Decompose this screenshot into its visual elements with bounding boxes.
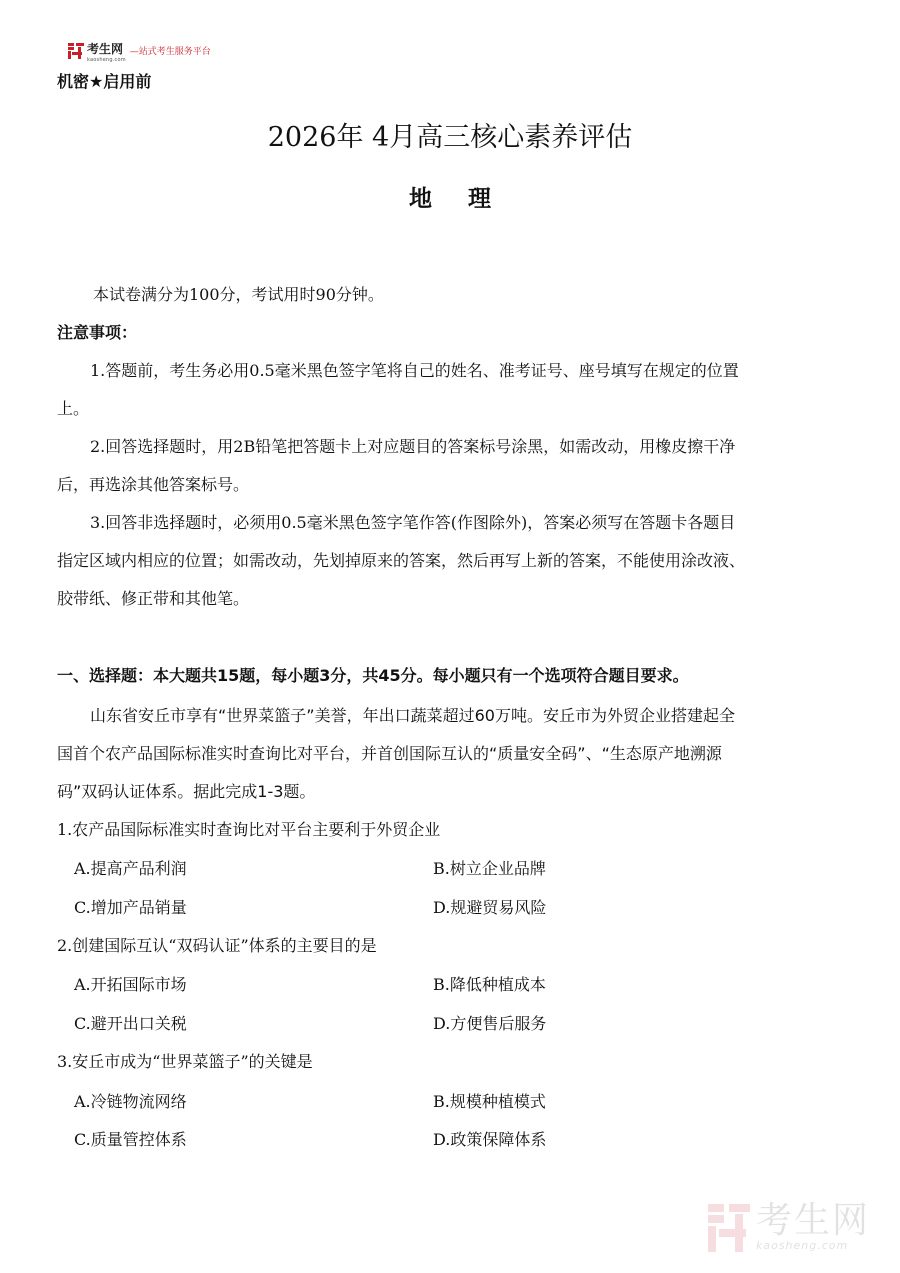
logo-mark-icon bbox=[68, 43, 84, 59]
question-2-option-a: A.开拓国际市场 bbox=[74, 975, 187, 994]
question-3-option-c: C.质量管控体系 bbox=[74, 1130, 187, 1149]
notes-heading: 注意事项： bbox=[57, 323, 138, 342]
question-3-option-a: A.冷链物流网络 bbox=[74, 1092, 187, 1111]
note-2-line1: 2.回答选择题时，用2B铅笔把答题卡上对应题目的答案标号涂黑，如需改动，用橡皮擦干净 bbox=[90, 437, 736, 456]
question-2-option-b: B.降低种植成本 bbox=[433, 975, 546, 994]
note-3-line3: 胶带纸、修正带和其他笔。 bbox=[57, 589, 250, 608]
intro-text: 本试卷满分为100分，考试用时90分钟。 bbox=[93, 285, 384, 304]
exam-subject: 地理 bbox=[409, 186, 527, 212]
question-1-option-b: B.树立企业品牌 bbox=[433, 859, 546, 878]
logo-sub: kaosheng.com bbox=[87, 57, 126, 63]
exam-title: 2026年 4月高三核心素养评估 bbox=[267, 122, 633, 153]
watermark-text: 考生网 bbox=[755, 1200, 870, 1241]
question-3-option-d: D.政策保障体系 bbox=[433, 1130, 547, 1149]
section-1-heading: 一、选择题：本大题共15题，每小题3分，共45分。每小题只有一个选项符合题目要求。 bbox=[57, 666, 689, 685]
watermark-wordmark bbox=[755, 1200, 870, 1252]
note-3-line1: 3.回答非选择题时，必须用0.5毫米黑色签字笔作答(作图除外)，答案必须写在答题卡各题目 bbox=[90, 513, 736, 532]
watermark-mark-icon bbox=[708, 1204, 750, 1252]
question-1-option-d: D.规避贸易风险 bbox=[433, 898, 547, 917]
question-1-option-c: C.增加产品销量 bbox=[74, 898, 187, 917]
header-logo bbox=[68, 38, 211, 63]
logo-text: 考生网 bbox=[87, 42, 124, 56]
material-line3: 码”双码认证体系。据此完成1-3题。 bbox=[57, 782, 316, 801]
watermark-sub: kaosheng.com bbox=[755, 1239, 849, 1252]
question-2-stem: 2.创建国际互认“双码认证”体系的主要目的是 bbox=[57, 936, 377, 955]
material-line1: 山东省安丘市享有“世界菜篮子”美誉，年出口蔬菜超过60万吨。安丘市为外贸企业搭建起全 bbox=[90, 706, 735, 725]
logo-slogan: —站式考生服务平台 bbox=[129, 47, 211, 57]
question-1-option-a: A.提高产品利润 bbox=[74, 859, 187, 878]
footer-watermark bbox=[708, 1200, 870, 1252]
question-2-option-d: D.方便售后服务 bbox=[433, 1014, 547, 1033]
question-2-option-c: C.避开出口关税 bbox=[74, 1014, 187, 1033]
note-1-line1: 1.答题前，考生务必用0.5毫米黑色签字笔将自己的姓名、准考证号、座号填写在规定的位置 bbox=[90, 361, 739, 380]
question-1-stem: 1.农产品国际标准实时查询比对平台主要利于外贸企业 bbox=[57, 820, 441, 839]
note-1-line2: 上。 bbox=[57, 399, 90, 418]
note-2-line2: 后，再选涂其他答案标号。 bbox=[57, 475, 250, 494]
question-3-option-b: B.规模种植模式 bbox=[433, 1092, 546, 1111]
material-line2: 国首个农产品国际标准实时查询比对平台，并首创国际互认的“质量安全码”、“生态原产地溯源 bbox=[57, 744, 722, 763]
logo-wordmark bbox=[87, 38, 126, 63]
note-3-line2: 指定区域内相应的位置；如需改动，先划掉原来的答案，然后再写上新的答案，不能使用涂改液、 bbox=[57, 551, 746, 570]
confidential-mark: 机密★启用前 bbox=[57, 72, 152, 91]
question-3-stem: 3.安丘市成为“世界菜篮子”的关键是 bbox=[57, 1052, 313, 1071]
